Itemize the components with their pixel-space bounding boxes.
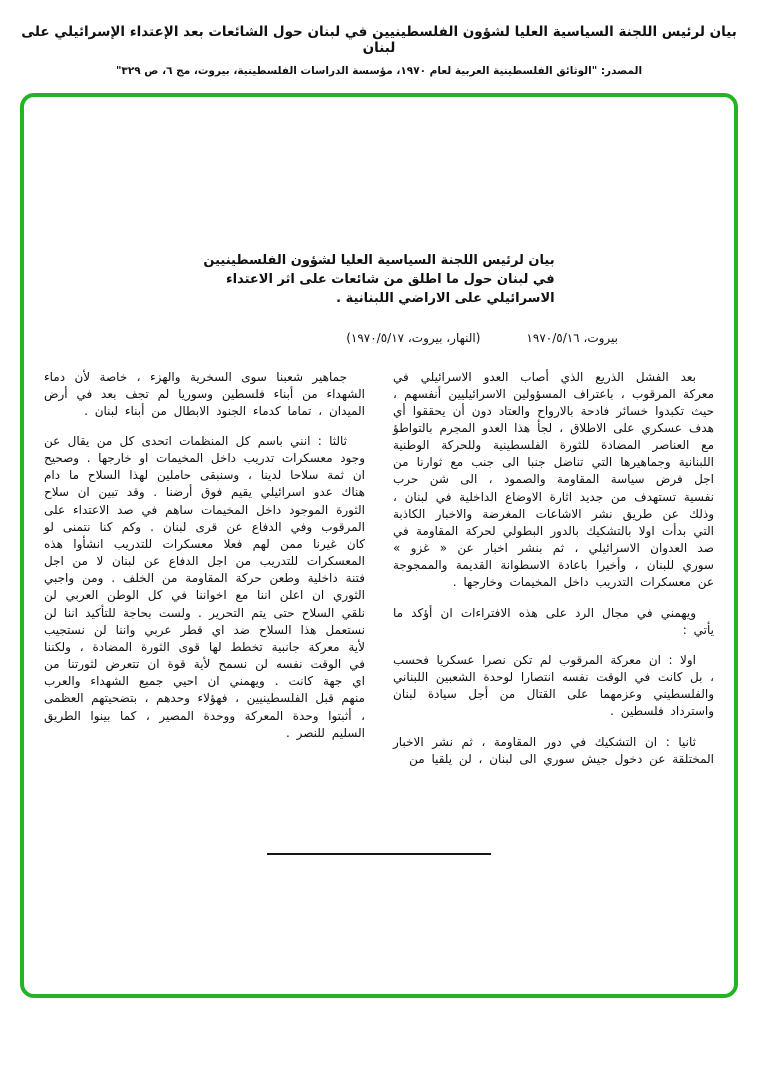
document-title-line-3: الاسرائيلي على الاراضي اللبنانية . — [336, 290, 555, 306]
paragraph: اولا : ان معركة المرقوب لم تكن نصرا عسكريا فحسب ، بل كانت في الوقت نفسه انتصارا لوحدة الشعبين اللبناني والفلسطيني وعزمهما على القتال من أجل سيادة لبنان واسترداد فلسطين . — [393, 652, 714, 719]
document-page — [24, 252, 734, 855]
source-line: المصدر: "الوثائق الفلسطينية العربية لعام ١٩٧٠، مؤسسة الدراسات الفلسطينية، بيروت، مج ٦، ص ٣٢٩" — [115, 65, 643, 77]
dateline-publication: (النهار، بيروت، ١٩٧٠/٥/١٧) — [346, 330, 481, 345]
document-frame — [20, 93, 738, 998]
page-title: بيان لرئيس اللجنة السياسية العليا لشؤون الفلسطينيين في لبنان حول الشائعات بعد الإعتداء الإسرائيلي على لبنان — [21, 24, 737, 56]
column-left — [44, 369, 365, 839]
dateline-place-date: بيروت، ١٩٧٠/٥/١٦ — [526, 330, 618, 345]
body-columns — [44, 369, 714, 839]
paragraph: ثالثا : انني باسم كل المنظمات اتحدى كل من يقال عن وجود معسكرات تدريب داخل المخيمات او خارجها . وصحيح ان ثمة سلاحا لدينا ، وسنبقى حاملين لهذا السلاح ما دام هناك عدو اسرائيلي يقيم فوق أرضنا . وقد تبين ان سلاح الثورة الموجود داخل المخيمات ساهم في صد الاعتداء على المرقوب وفي الدفاع عن قرى لبنان . وكم كنا نتمنى لو كان غيرنا ممن لهم فعلا معسكرات للتدريب انشأوا هذه المعسكرات للتدريب من اجل الدفاع عن لبنان لا من اجل فتنة داخلية وطعن حركة المقاومة من الخلف . ومن واجبي الثوري ان اعلن اننا مع اخواننا في كل الوطن العربي لن نلقي السلاح حتى يتم التحرير . ولست بحاجة للتأكيد اننا لن نستعمل هذا السلاح ضد اي قطر عربي واننا لن نستجيب لأية معركة جانبية تخطط لها قوى الثورة المضادة ، ولكننا في الوقت نفسه لن نسمح لأية قوة ان تتعرض لثورتنا من اي جهة كانت . ويهمني ان احيي جميع الشهداء والعرب منهم قبل الفلسطينيين ، فهؤلاء وحدهم ، بتضحيتهم العظمى ، أثبتوا وحدة المعركة ووحدة المصير ، كما بينوا الطريق السليم للنصر . — [44, 434, 365, 740]
document-title-line-1: بيان لرئيس اللجنة السياسية العليا لشؤون الفلسطينيين — [203, 253, 555, 268]
paragraph: ثانيا : ان التشكيك في دور المقاومة ، ثم نشر الاخبار المختلقة عن دخول جيش سوري الى لبنان ، لن يلقيا من — [393, 734, 714, 766]
paragraph: بعد الفشل الذريع الذي أصاب العدو الاسرائيلي في معركة المرقوب ، باعتراف المسؤولين الاسرائيليين أنفسهم ، حيث تكبدوا خسائر فادحة بالارواح والعتاد دون أن يحققوا أي هدف عسكري على الاطلاق ، لجأ هذا العدو المجرم بالتواطؤ مع العناصر المضادة للثورة الفلسطينية وللحركة الوطنية اللبنانية وجماهيرها التي تناضل جنبا الى جنب مع ثوارنا من اجل فرض سياسة المقاومة والصمود ، الى شن حرب نفسية تستهدف من جديد اثارة الاوضاع الداخلية في لبنان ، وذلك عن طريق نشر الاشاعات المغرضة والاخبار الكاذبة التي بدأت اولا بالتشكيك بالدور البطولي لحركة المقاومة في صد العدوان الاسرائيلي ، ثم بنشر اخبار عن « غزو » سوري للبنان ، وأخيرا باعادة الاسطوانة القديمة والممجوجة عن معسكرات التدريب داخل المخيمات وخارجها . — [393, 369, 714, 590]
paragraph: جماهير شعبنا سوى السخرية والهزء ، خاصة لأن دماء الشهداء من أبناء فلسطين وسوريا لم تجف بعد في أرض الميدان ، تماما كدماء الجنود الابطال من أبناء لبنان . — [44, 369, 365, 418]
column-right — [393, 369, 714, 839]
dateline — [44, 331, 714, 345]
document-title — [203, 252, 554, 309]
page-header — [0, 0, 758, 77]
paragraph: ويهمني في مجال الرد على هذه الافتراءات ان أؤكد ما يأتي : — [393, 605, 714, 637]
divider-line — [267, 853, 491, 855]
document-title-line-2: في لبنان حول ما اطلق من شائعات على اثر الاعتداء — [226, 271, 555, 287]
